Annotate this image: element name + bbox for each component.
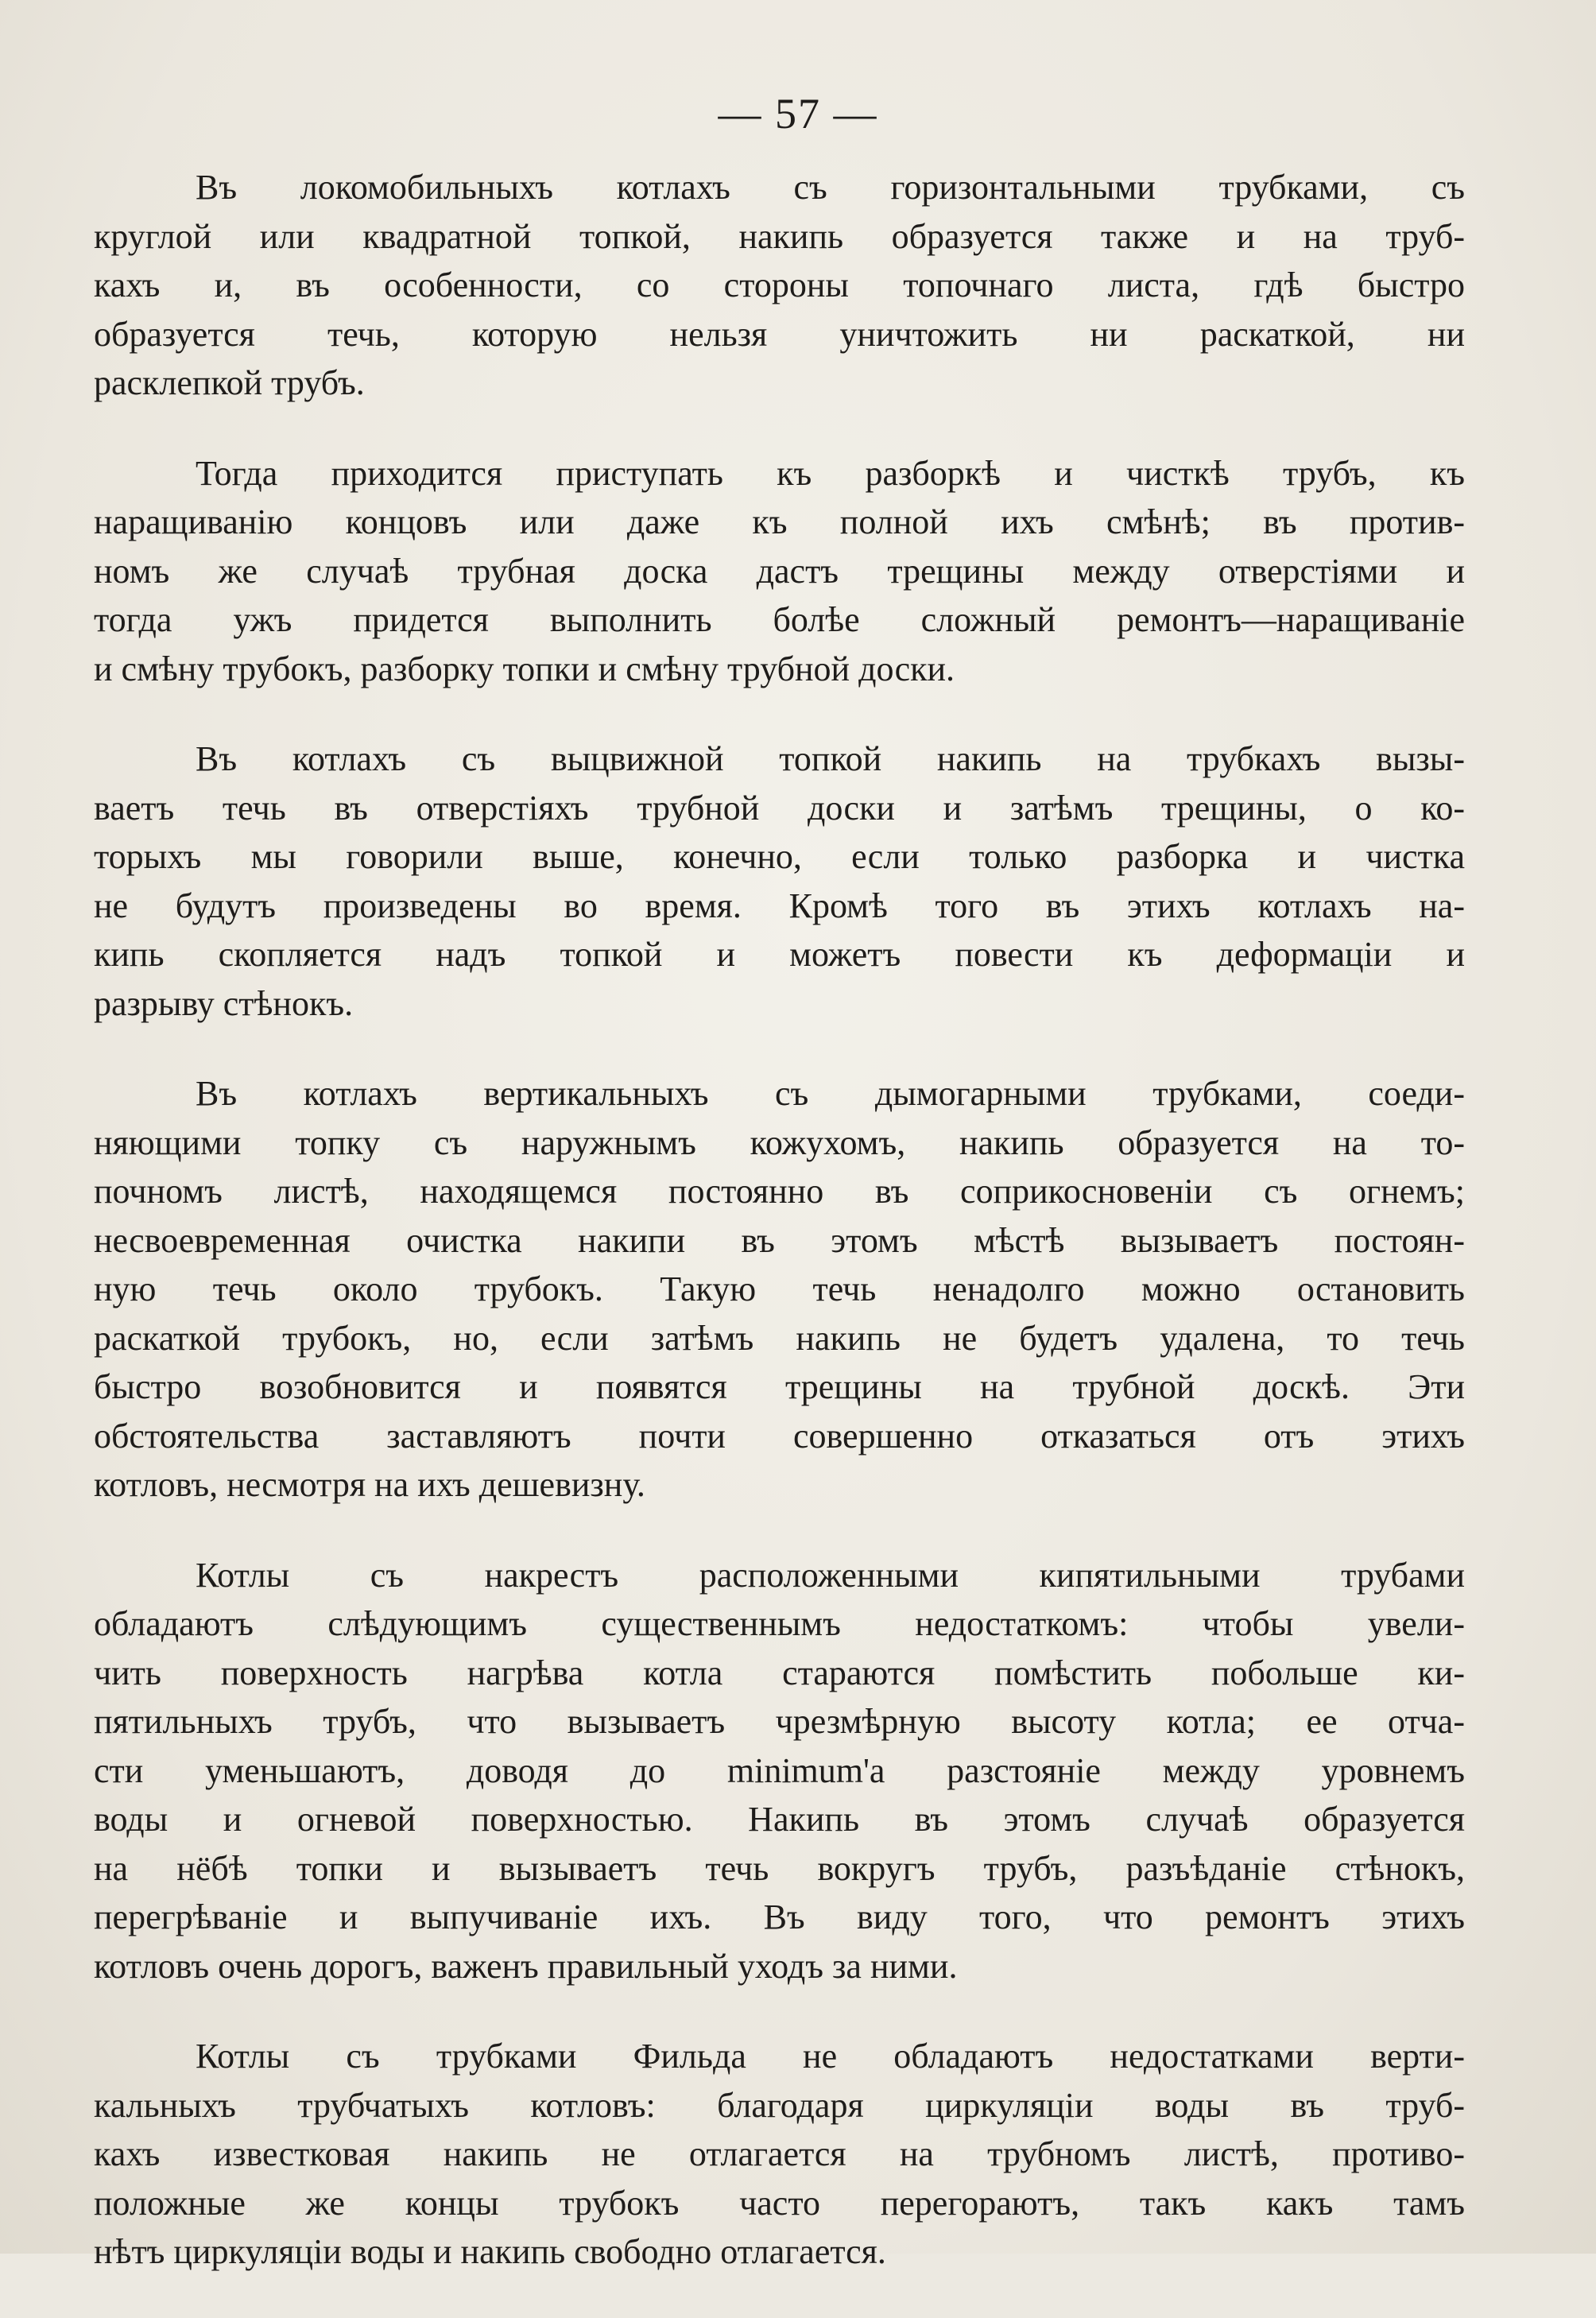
paragraph xyxy=(94,735,1465,1028)
text-line: Въ котлахъ съ выцвижной топкой накипь на трубкахъ вызы- xyxy=(196,739,1465,778)
text-line: кальныхъ трубчатыхъ котловъ: благодаря циркуляціи воды въ труб- xyxy=(94,2085,1465,2125)
text-line: торыхъ мы говорили выше, конечно, если только разборка и чистка xyxy=(94,837,1465,876)
text-line: перегрѣваніе и выпучиваніе ихъ. Въ виду того, что ремонтъ этихъ xyxy=(94,1897,1465,1936)
text-line: круглой или квадратной топкой, накипь образуется также и на труб- xyxy=(94,216,1465,256)
text-line: Въ котлахъ вертикальныхъ съ дымогарными трубками, соеди- xyxy=(196,1074,1465,1113)
paragraph xyxy=(94,449,1465,694)
text-line: Въ локомобильныхъ котлахъ съ горизонтальными трубками, съ xyxy=(196,168,1465,207)
text-line: на нёбѣ топки и вызываетъ течь вокругъ трубъ, разъѣданіе стѣнокъ, xyxy=(94,1848,1465,1888)
text-line: тогда ужъ придется выполнить болѣе сложный ремонтъ—наращиваніе xyxy=(94,600,1465,639)
paragraph xyxy=(94,1069,1465,1510)
text-line: Котлы съ трубками Фильда не обладаютъ недостатками верти- xyxy=(196,2037,1465,2076)
text-line: обладаютъ слѣдующимъ существеннымъ недостаткомъ: чтобы увели- xyxy=(94,1604,1465,1643)
paragraph xyxy=(94,163,1465,408)
text-line: кипь скопляется надъ топкой и можетъ повести къ деформаціи и xyxy=(94,935,1465,974)
text-line: обстоятельства заставляютъ почти совершенно отказаться отъ этихъ xyxy=(94,1416,1465,1456)
text-line: няющими топку съ наружнымъ кожухомъ, накипь образуется на то- xyxy=(94,1122,1465,1162)
page-number: — 57 — xyxy=(718,90,878,138)
text-line: разрыву стѣнокъ. xyxy=(94,983,354,1023)
text-line: раскаткой трубокъ, но, если затѣмъ накипь не будетъ удалена, то течь xyxy=(94,1318,1465,1358)
text-line: чить поверхность нагрѣва котла стараются помѣстить побольше ки- xyxy=(94,1653,1465,1692)
text-line: кахъ известковая накипь не отлагается на трубномъ листѣ, противо- xyxy=(94,2134,1465,2173)
text-line: быстро возобновится и появятся трещины на трубной доскѣ. Эти xyxy=(94,1367,1465,1406)
text-line: не будутъ произведены во время. Кромѣ того въ этихъ котлахъ на- xyxy=(94,886,1465,925)
page-text xyxy=(94,163,1465,2318)
text-line: ную течь около трубокъ. Такую течь ненадолго можно остановить xyxy=(94,1269,1465,1308)
text-line: котловъ, несмотря на ихъ дешевизну. xyxy=(94,1465,645,1504)
text-line: несвоевременная очистка накипи въ этомъ мѣстѣ вызываетъ постоян- xyxy=(94,1220,1465,1260)
text-line: Тогда приходится приступать къ разборкѣ и чисткѣ трубъ, къ xyxy=(196,453,1465,493)
text-line: почномъ листѣ, находящемся постоянно въ соприкосновеніи съ огнемъ; xyxy=(94,1172,1465,1211)
text-line: Котлы съ накрестъ расположенными кипятильными трубами xyxy=(196,1555,1465,1595)
text-line: и смѣну трубокъ, разборку топки и смѣну трубной доски. xyxy=(94,649,955,688)
text-line: положные же концы трубокъ часто перегораютъ, такъ какъ тамъ xyxy=(94,2183,1465,2223)
paragraph xyxy=(94,2032,1465,2277)
text-line: воды и огневой поверхностью. Накипь въ этомъ случаѣ образуется xyxy=(94,1800,1465,1839)
text-line: номъ же случаѣ трубная доска дастъ трещины между отверстіями и xyxy=(94,551,1465,591)
text-line: расклепкой трубъ. xyxy=(94,363,365,402)
text-line: нѣтъ циркуляціи воды и накипь свободно отлагается. xyxy=(94,2232,886,2271)
text-line: котловъ очень дорогъ, важенъ правильный уходъ за ними. xyxy=(94,1946,958,1986)
text-line: наращиванію концовъ или даже къ полной ихъ смѣнѣ; въ против- xyxy=(94,502,1465,541)
text-line: пятильныхъ трубъ, что вызываетъ чрезмѣрную высоту котла; ее отча- xyxy=(94,1702,1465,1741)
text-line: образуется течь, которую нельзя уничтожить ни раскаткой, ни xyxy=(94,314,1465,354)
text-line: ваетъ течь въ отверстіяхъ трубной доски и затѣмъ трещины, о ко- xyxy=(94,788,1465,828)
text-line: кахъ и, въ особенности, со стороны топочнаго листа, гдѣ быстро xyxy=(94,266,1465,304)
text-line: сти уменьшаютъ, доводя до minimum'а разстояніе между уровнемъ xyxy=(94,1750,1465,1790)
paragraph xyxy=(94,1551,1465,1991)
